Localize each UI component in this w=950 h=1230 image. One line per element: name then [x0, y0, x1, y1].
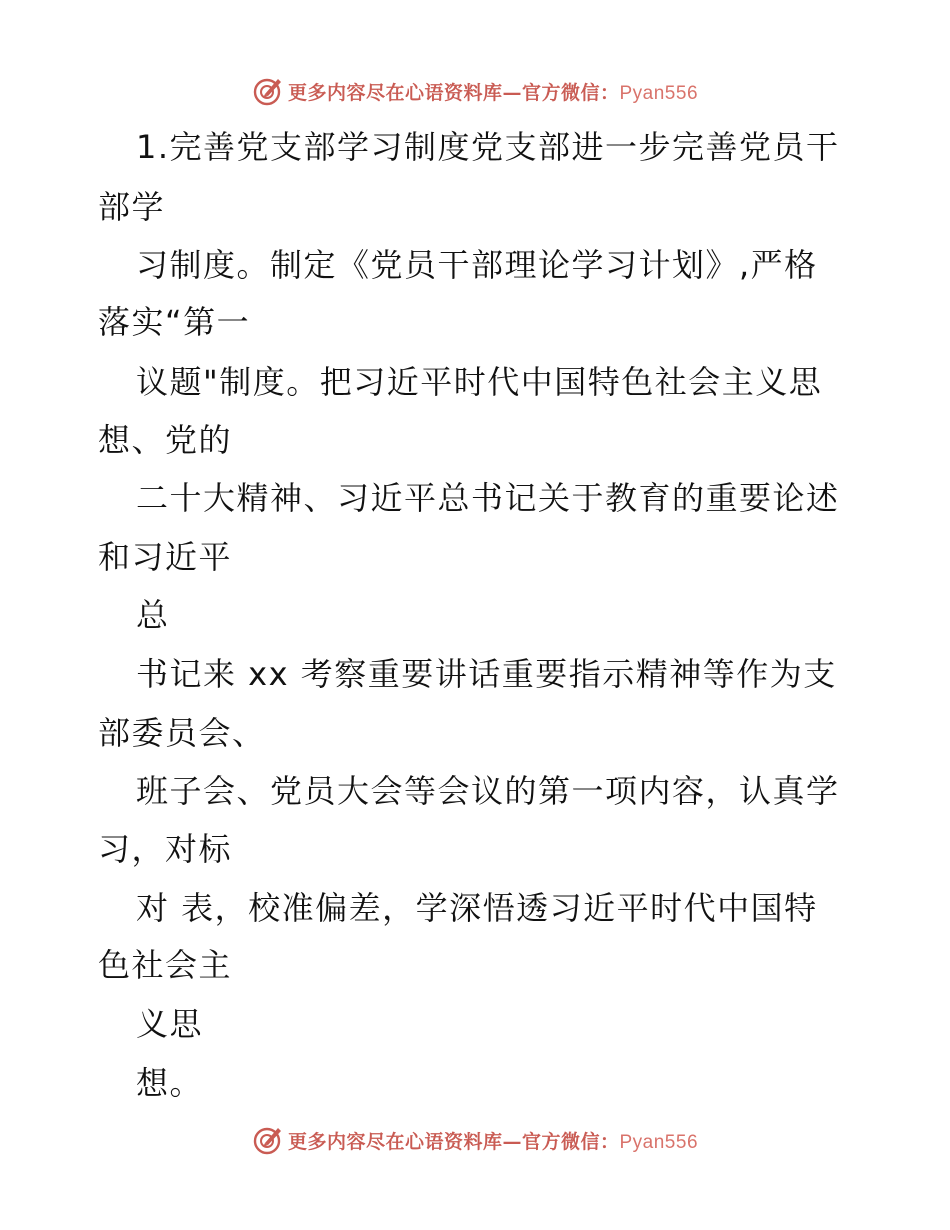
- text-line: 义思: [136, 1005, 204, 1043]
- header-watermark: [0, 71, 950, 111]
- text-line: 班子会、党员大会等会议的第一项内容，认真学: [136, 772, 840, 810]
- text-line: 落实“第一: [98, 303, 251, 341]
- text-line: 对 表，校准偏差，学深悟透习近平时代中国特: [136, 889, 818, 927]
- text-line: 二十大精神、习近平总书记关于教育的重要论述: [136, 479, 840, 517]
- watermark-wechat-id: Pyan556: [619, 82, 699, 104]
- watermark-cn: 更多内容尽在心语资料库—官方微信：: [287, 1130, 620, 1153]
- pen-logo-icon: [252, 75, 284, 107]
- text-line: 习，对标: [98, 830, 233, 868]
- text-line: 部学: [98, 188, 166, 226]
- watermark-cn: 更多内容尽在心语资料库—官方微信：: [287, 81, 620, 104]
- text-line: 想。: [136, 1064, 204, 1102]
- text-line: 想、党的: [98, 421, 233, 459]
- text-line: 书记来 xx 考察重要讲话重要指示精神等作为支: [136, 655, 837, 693]
- text-line: 和习近平: [98, 538, 233, 576]
- text-line: 议题"制度。把习近平时代中国特色社会主义思: [136, 363, 823, 401]
- text-line: 习制度。制定《党员干部理论学习计划》,严格: [136, 246, 818, 284]
- watermark-wechat-id: Pyan556: [619, 1131, 699, 1153]
- text-line: 部委员会、: [98, 714, 266, 752]
- text-line: 色社会主: [98, 946, 233, 984]
- text-line: 总: [136, 596, 170, 634]
- footer-watermark: [0, 1120, 950, 1160]
- pen-logo-icon: [252, 1124, 284, 1156]
- text-line: 1.完善党支部学习制度党支部进一步完善党员干: [136, 128, 840, 166]
